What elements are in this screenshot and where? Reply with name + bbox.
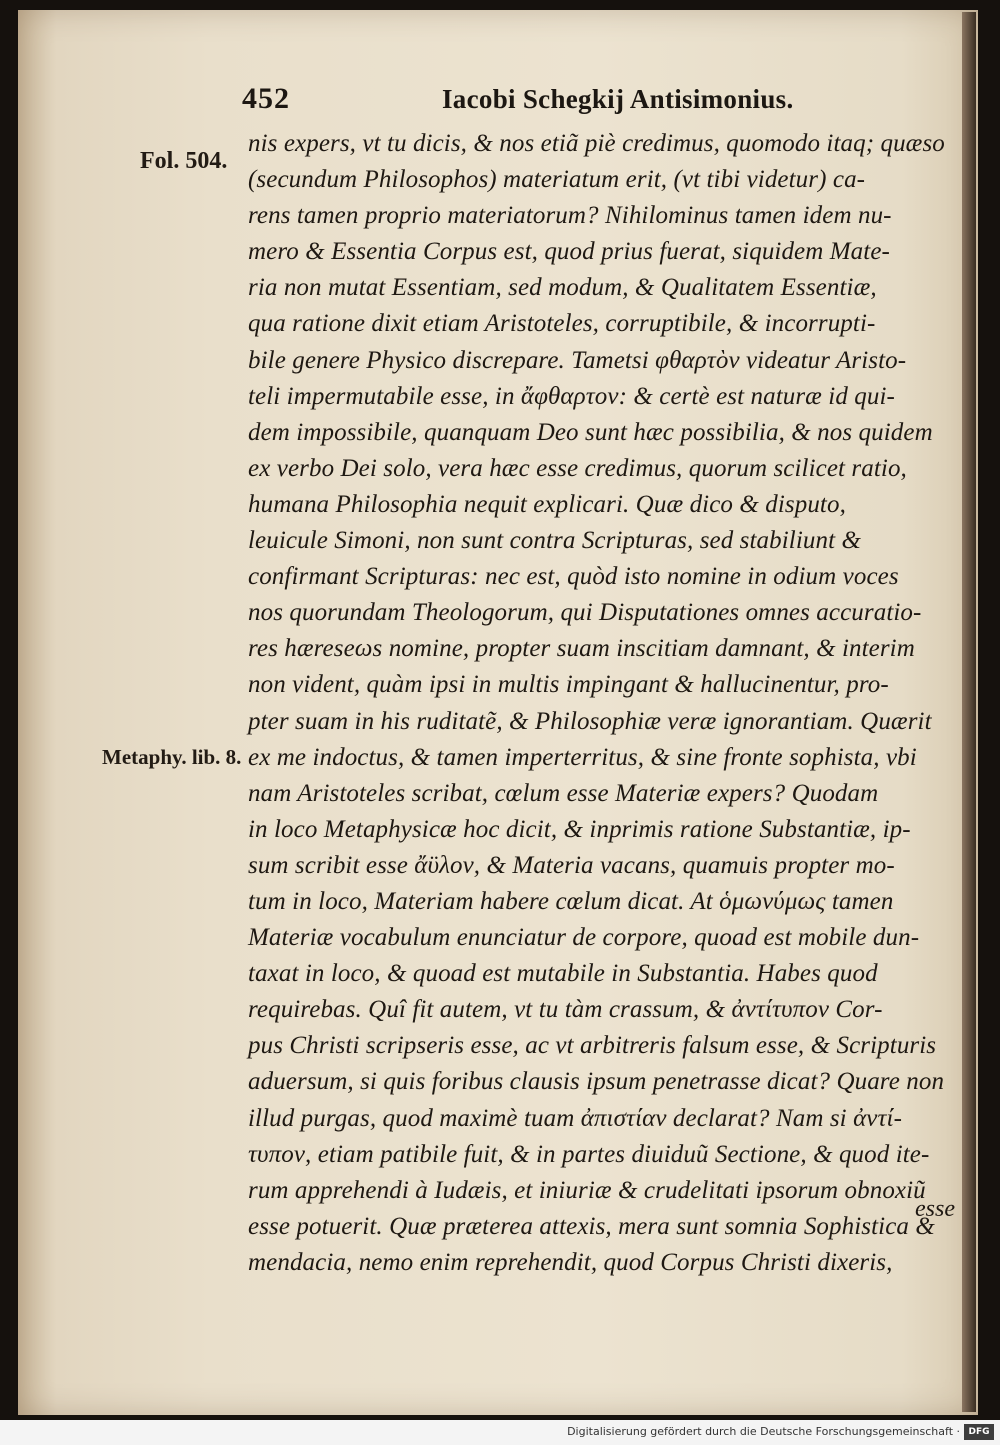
text-line: bile genere Physico discrepare. Tametsi φθαρτὸν videatur Aristo-: [248, 346, 907, 374]
text-line: ex me indoctus, & tamen imperterritus, & sine fronte sophista, vbi: [248, 743, 917, 771]
text-line: dem impossibile, quanquam Deo sunt hæc possibilia, & nos quidem: [248, 418, 933, 446]
text-line: tum in loco, Materiam habere cœlum dicat. At ὁμωνύμως tamen: [248, 887, 894, 915]
text-line: leuicule Simoni, non sunt contra Scripturas, sed stabiliunt &: [248, 527, 862, 555]
text-line: illud purgas, quod maximè tuam ἀπιστίαν declarat? Nam si ἀντί-: [248, 1104, 903, 1132]
text-line: qua ratione dixit etiam Aristoteles, corruptibile, & incorrupti-: [248, 310, 876, 338]
text-line: humana Philosophia nequit explicari. Quæ dico & disputo,: [248, 490, 846, 518]
margin-note-fol: Fol. 504.: [140, 148, 228, 174]
text-line: Materiæ vocabulum enunciatur de corpore, quoad est mobile dun-: [248, 924, 920, 952]
page-header: [242, 82, 962, 122]
text-line: rens tamen proprio materiatorum? Nihilominus tamen idem nu-: [248, 202, 892, 230]
margin-note-metaphysics: Metaphy. lib. 8.: [102, 745, 242, 769]
text-line: confirmant Scripturas: nec est, quòd isto nomine in odium voces: [248, 563, 899, 591]
text-line: τυπον, etiam patibile fuit, & in partes diuiduũ Sectione, & quod ite-: [248, 1140, 930, 1168]
page-number: 452: [242, 82, 290, 115]
text-line: taxat in loco, & quoad est mutabile in Substantia. Habes quod: [248, 960, 878, 988]
text-line: in loco Metaphysicæ hoc dicit, & inprimis ratione Substantiæ, ip-: [248, 815, 911, 843]
text-line: nos quorundam Theologorum, qui Disputationes omnes accuratio-: [248, 599, 922, 627]
text-line: res hæreseωs nomine, propter suam inscitiam damnant, & interim: [248, 635, 915, 663]
text-line: ex verbo Dei solo, vera hæc esse credimus, quorum scilicet ratio,: [248, 454, 907, 482]
text-line: teli impermutabile esse, in ἄφθαρτον: & certè est naturæ id qui-: [248, 382, 895, 410]
text-line: pter suam in his ruditatẽ, & Philosophiæ veræ ignorantiam. Quærit: [248, 707, 932, 735]
dfg-logo-icon: DFG: [964, 1424, 994, 1440]
text-line: pus Christi scripseris esse, ac vt arbitreris falsum esse, & Scripturis: [248, 1032, 937, 1060]
running-title: Iacobi Schegkij Antisimonius.: [442, 84, 794, 114]
funding-credit: Digitalisierung gefördert durch die Deutsche Forschungsgemeinschaft ·: [567, 1425, 960, 1438]
text-line: non vident, quàm ipsi in multis impingant & hallucinentur, pro-: [248, 671, 889, 699]
catchword: esse: [915, 1196, 955, 1222]
text-line: sum scribit esse ἄϋλον, & Materia vacans, quamuis propter mo-: [248, 851, 895, 879]
digitization-footer: [0, 1420, 1000, 1445]
body-text: [248, 126, 968, 1281]
text-line: rum apprehendi à Iudæis, et iniuriæ & crudelitati ipsorum obnoxiũ: [248, 1176, 926, 1204]
text-line: aduersum, si quis foribus clausis ipsum penetrasse dicat? Quare non: [248, 1068, 945, 1096]
text-line: mero & Essentia Corpus est, quod prius fuerat, siquidem Mate-: [248, 238, 890, 266]
text-line: (secundum Philosophos) materiatum erit, (vt tibi videtur) ca-: [248, 166, 866, 194]
text-line: ria non mutat Essentiam, sed modum, & Qualitatem Essentiæ,: [248, 274, 877, 302]
text-line: mendacia, nemo enim reprehendit, quod Corpus Christi dixeris,: [248, 1248, 893, 1276]
text-line: nam Aristoteles scribat, cœlum esse Materiæ expers? Quodam: [248, 779, 879, 807]
text-line: esse potuerit. Quæ præterea attexis, mera sunt somnia Sophistica &: [248, 1212, 935, 1240]
text-line: requirebas. Quî fit autem, vt tu tàm crassum, & ἀντίτυπον Cor-: [248, 996, 883, 1024]
text-line: nis expers, vt tu dicis, & nos etiã piè credimus, quomodo itaq; quæso: [248, 130, 945, 157]
